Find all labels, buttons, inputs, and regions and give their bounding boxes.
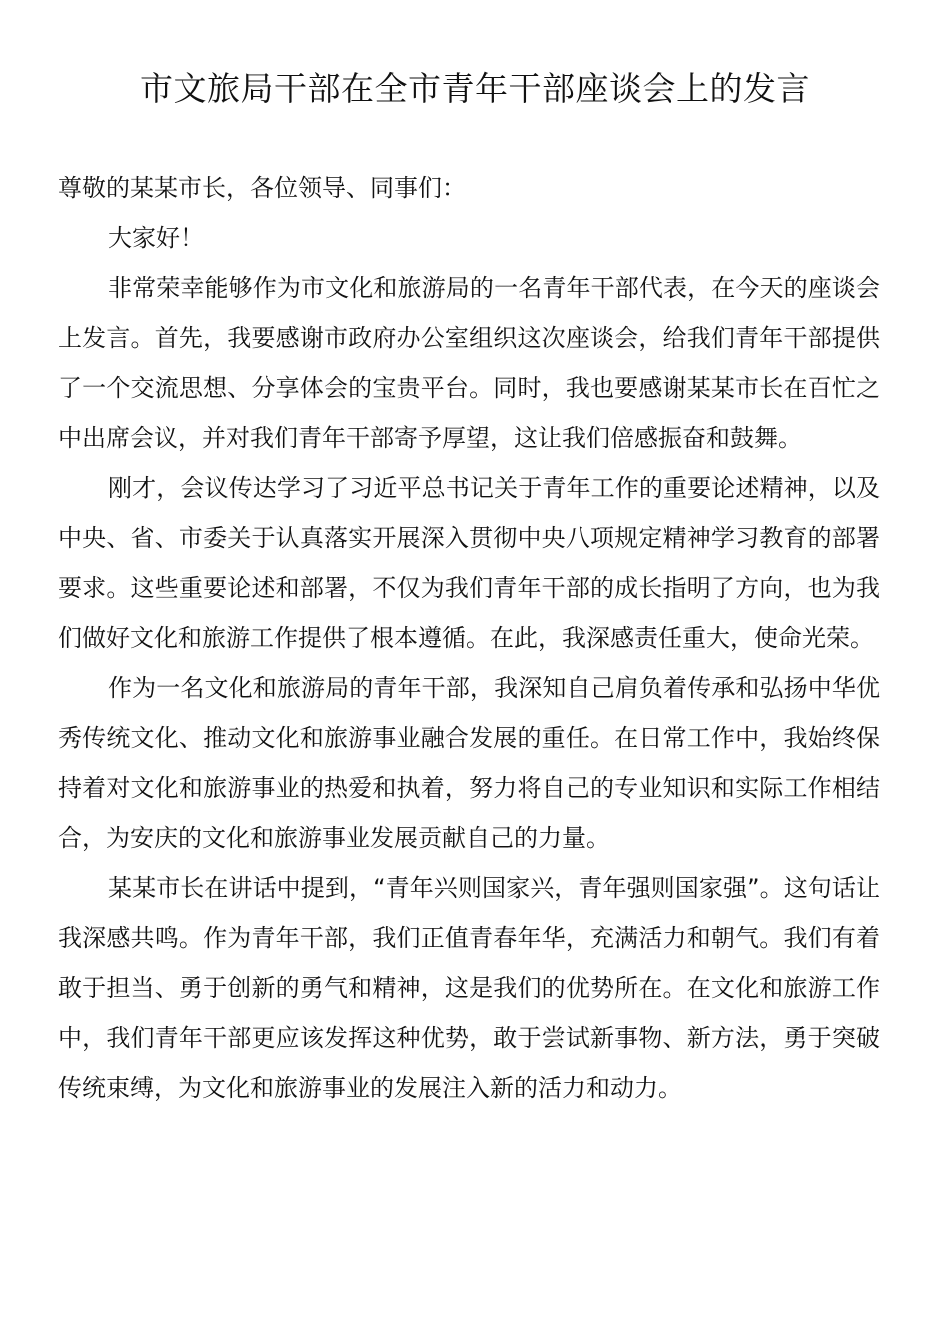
paragraph-1: 非常荣幸能够作为市文化和旅游局的一名青年干部代表，在今天的座谈会上发言。首先，我要感谢市政府办公室组织这次座谈会，给我们青年干部提供了一个交流思想、分享体会的宝贵平台。同时，我也要感谢某某市长在百忙之中出席会议，并对我们青年干部寄予厚望，这让我们倍感振奋和鼓舞。 xyxy=(58,274,880,452)
paragraph-4: 某某市长在讲话中提到，“青年兴则国家兴，青年强则国家强”。这句话让我深感共鸣。作为青年干部，我们正值青春年华，充满活力和朝气。我们有着敢于担当、勇于创新的勇气和精神，这是我们的优势所在。在文化和旅游工作中，我们青年干部更应该发挥这种优势，敢于尝试新事物、新方法，勇于突破传统束缚，为文化和旅游事业的发展注入新的活力和动力。 xyxy=(58,874,880,1102)
paragraph-greeting: 大家好！ xyxy=(108,224,204,252)
document-body xyxy=(58,163,880,1113)
salutation: 尊敬的某某市长，各位领导、同事们： xyxy=(58,174,466,202)
paragraph-3: 作为一名文化和旅游局的青年干部，我深知自己肩负着传承和弘扬中华优秀传统文化、推动文化和旅游事业融合发展的重任。在日常工作中，我始终保持着对文化和旅游事业的热爱和执着，努力将自己的专业知识和实际工作相结合，为安庆的文化和旅游事业发展贡献自己的力量。 xyxy=(58,674,880,852)
document-title: 市文旅局干部在全市青年干部座谈会上的发言 xyxy=(140,69,810,108)
paragraph-2: 刚才，会议传达学习了习近平总书记关于青年工作的重要论述精神，以及中央、省、市委关于认真落实开展深入贯彻中央八项规定精神学习教育的部署要求。这些重要论述和部署，不仅为我们青年干部的成长指明了方向，也为我们做好文化和旅游工作提供了根本遵循。在此，我深感责任重大，使命光荣。 xyxy=(58,474,880,652)
